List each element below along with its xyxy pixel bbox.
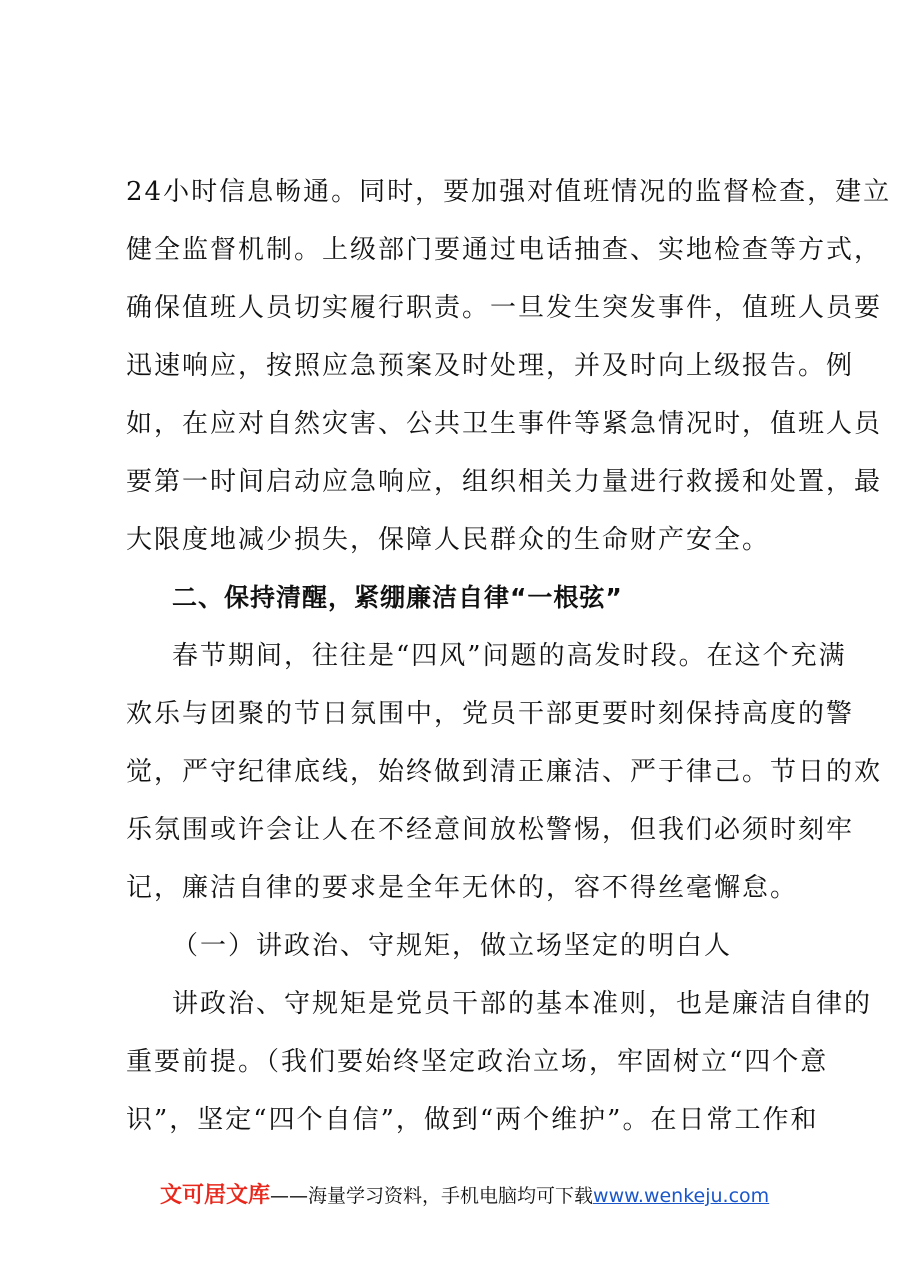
- section-heading-2-wrapper: [126, 569, 788, 627]
- text-line: 春节期间，往往是“四风”问题的高发时段。在这个充满: [172, 641, 847, 671]
- paragraph-politics-rules: [126, 975, 873, 1149]
- text-line: 重要前提。（我们要始终坚定政治立场，牢固树立“四个意: [126, 1047, 829, 1077]
- document-body: [126, 163, 892, 1149]
- section-heading-2: 二、保持清醒，紧绷廉洁自律“一根弦”: [172, 583, 623, 612]
- paragraph-spring-festival: [126, 627, 883, 917]
- subheading-1: （一）讲政治、守规矩，做立场坚定的明白人: [172, 931, 733, 961]
- text-line: 健全监督机制。上级部门要通过电话抽查、实地检查等方式，: [126, 235, 883, 265]
- text-line: 觉，严守纪律底线，始终做到清正廉洁、严于律己。节日的欢: [126, 757, 883, 787]
- paragraph-duty-supervision: [126, 163, 892, 569]
- text-line: 欢乐与团聚的节日氛围中，党员干部更要时刻保持高度的警: [126, 699, 855, 729]
- text-line: 迅速响应，按照应急预案及时处理，并及时向上级报告。例: [126, 351, 855, 381]
- footer-banner: [160, 1182, 800, 1210]
- website-link[interactable]: www.wenkeju.com: [593, 1185, 770, 1207]
- brand-name: 文可居文库: [160, 1183, 271, 1208]
- subheading-1-wrapper: [126, 917, 788, 975]
- footer-slogan: ——海量学习资料，手机电脑均可下载: [270, 1185, 594, 1207]
- text-line: 讲政治、守规矩是党员干部的基本准则，也是廉洁自律的: [172, 989, 873, 1019]
- text-line: 乐氛围或许会让人在不经意间放松警惕，但我们必须时刻牢: [126, 815, 855, 845]
- text-line: 记，廉洁自律的要求是全年无休的，容不得丝毫懈怠。: [126, 873, 799, 903]
- text-line: 24小时信息畅通。同时，要加强对值班情况的监督检查，建立: [126, 177, 892, 207]
- text-line: 识”，坚定“四个自信”，做到“两个维护”。在日常工作和: [126, 1105, 819, 1135]
- text-line: 如，在应对自然灾害、公共卫生事件等紧急情况时，值班人员: [126, 409, 883, 439]
- text-line: 大限度地减少损失，保障人民群众的生命财产安全。: [126, 525, 771, 555]
- text-line: 确保值班人员切实履行职责。一旦发生突发事件，值班人员要: [126, 293, 883, 323]
- text-line: 要第一时间启动应急响应，组织相关力量进行救援和处置，最: [126, 467, 883, 497]
